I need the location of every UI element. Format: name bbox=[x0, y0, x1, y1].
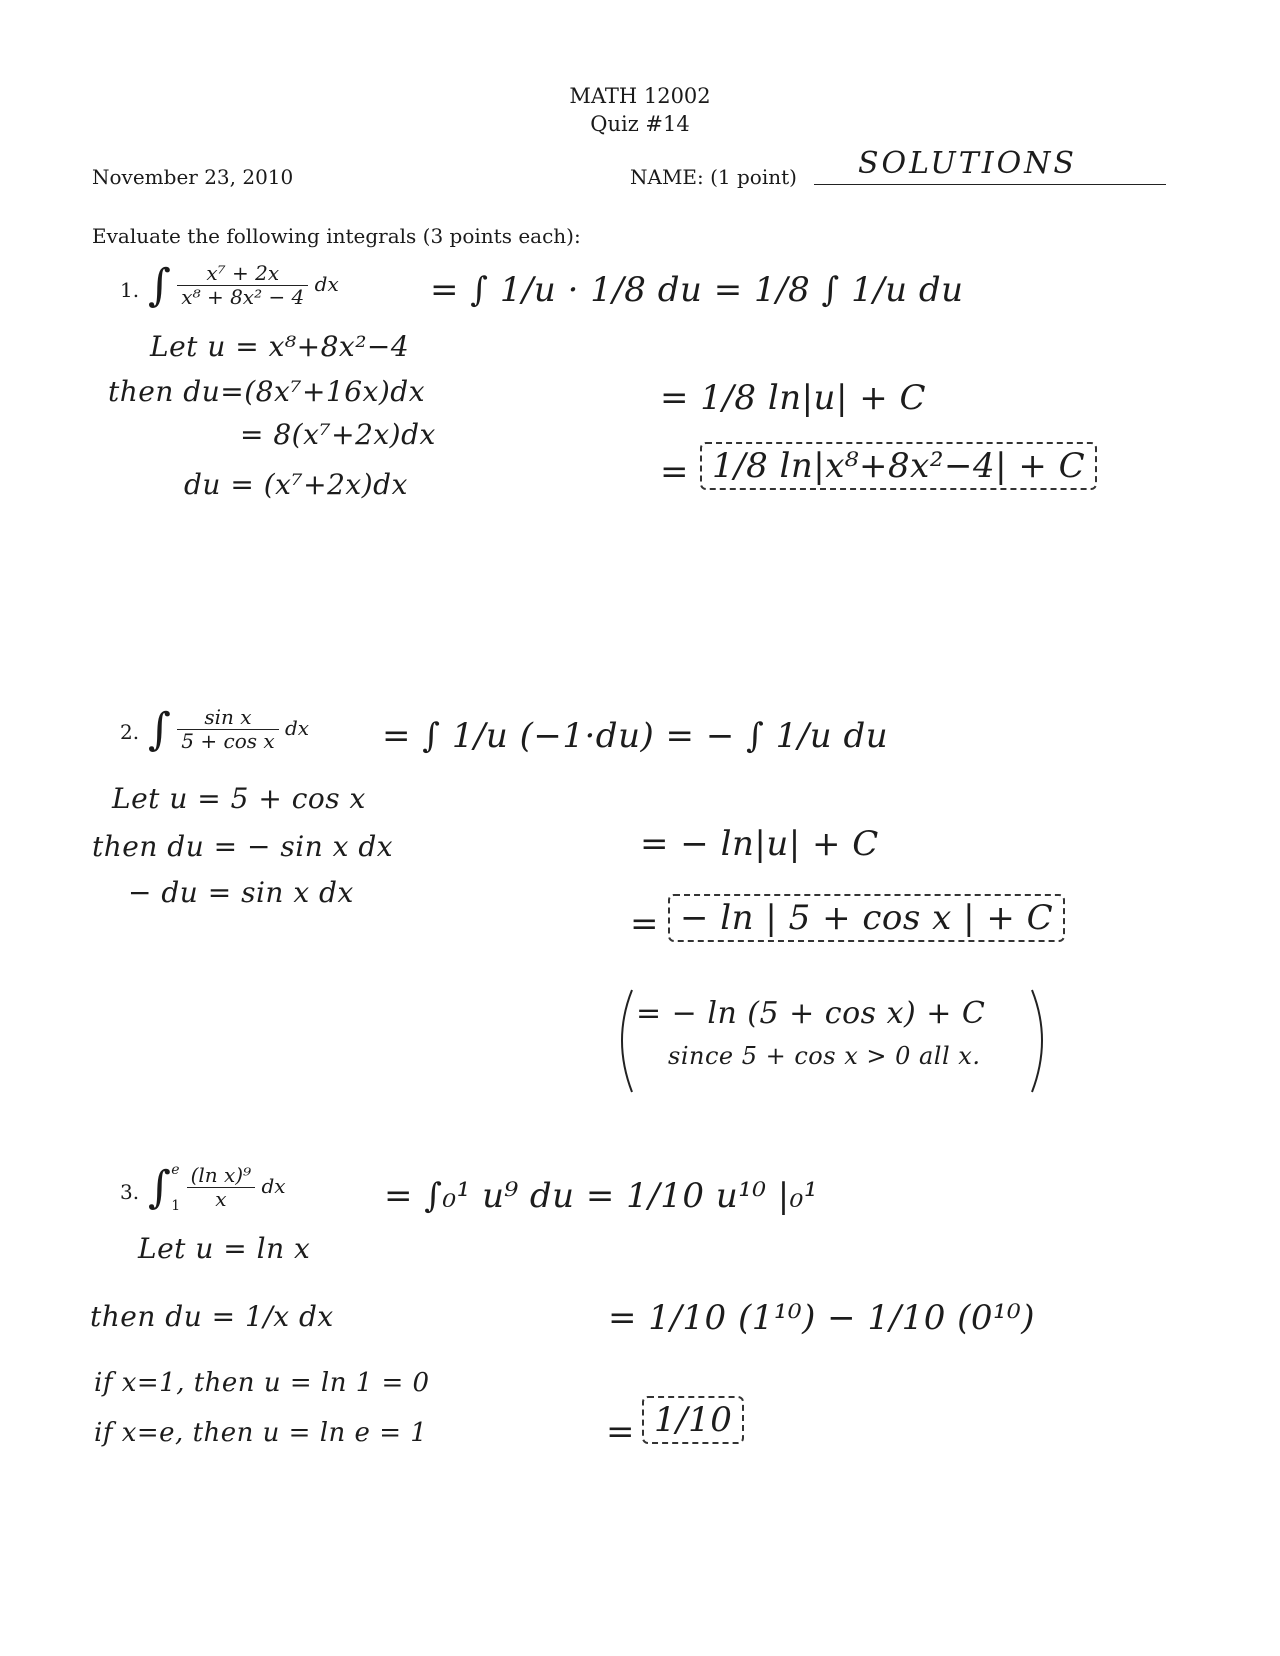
problem-2-numerator: sin x bbox=[177, 706, 278, 730]
quiz-title: Quiz #14 bbox=[590, 112, 690, 136]
problem-1-dx: dx bbox=[314, 272, 339, 296]
problem-3-upper-limit: e bbox=[171, 1161, 180, 1178]
p1-work-left-4: du = (x⁷+2x)dx bbox=[184, 468, 408, 501]
p1-answer: 1/8 ln|x⁸+8x²−4| + C bbox=[700, 442, 1097, 490]
integral-sign-icon: ∫ bbox=[148, 704, 171, 755]
problem-3-denominator: x bbox=[215, 1187, 227, 1211]
p3-answer: 1/10 bbox=[642, 1396, 744, 1444]
instructions: Evaluate the following integrals (3 points each): bbox=[92, 224, 581, 248]
course-title: MATH 12002 bbox=[569, 84, 711, 108]
p1-work-left-3: = 8(x⁷+2x)dx bbox=[240, 418, 436, 451]
p2-note-line-1: = − ln (5 + cos x) + C bbox=[636, 996, 986, 1031]
p1-answer-equals: = bbox=[660, 452, 689, 492]
p3-work-left-4: if x=e, then u = ln e = 1 bbox=[94, 1418, 428, 1448]
p2-note-line-2: since 5 + cos x > 0 all x. bbox=[668, 1042, 981, 1070]
name-value: SOLUTIONS bbox=[858, 146, 1077, 181]
p2-work-right-1: = ∫ 1/u (−1·du) = − ∫ 1/u du bbox=[382, 716, 889, 756]
problem-1-denominator: x⁸ + 8x² − 4 bbox=[181, 285, 305, 309]
problem-1-number: 1. bbox=[120, 278, 140, 302]
problem-1-numerator: x⁷ + 2x bbox=[177, 262, 308, 286]
integral-sign-icon: ∫ bbox=[148, 260, 171, 311]
problem-2-denominator: 5 + cos x bbox=[181, 729, 275, 753]
p3-answer-equals: = bbox=[606, 1412, 635, 1452]
problem-3-numerator: (ln x)⁹ bbox=[187, 1164, 256, 1188]
p2-work-left-2: then du = − sin x dx bbox=[92, 830, 394, 863]
p2-work-left-1: Let u = 5 + cos x bbox=[112, 782, 366, 815]
p1-work-left-1: Let u = x⁸+8x²−4 bbox=[150, 330, 410, 363]
p3-work-right-1: = ∫₀¹ u⁹ du = 1/10 u¹⁰ |₀¹ bbox=[384, 1176, 819, 1216]
p2-work-right-2: = − ln|u| + C bbox=[640, 824, 879, 864]
problem-2-dx: dx bbox=[285, 716, 310, 740]
p2-answer-equals: = bbox=[630, 904, 659, 944]
p1-work-left-2: then du=(8x⁷+16x)dx bbox=[108, 375, 425, 408]
p3-work-left-1: Let u = ln x bbox=[138, 1232, 311, 1265]
name-label: NAME: (1 point) bbox=[630, 165, 797, 189]
problem-3-dx: dx bbox=[261, 1174, 286, 1198]
p2-work-left-3: − du = sin x dx bbox=[128, 876, 354, 909]
p2-answer: − ln | 5 + cos x | + C bbox=[668, 894, 1065, 942]
quiz-date: November 23, 2010 bbox=[92, 165, 294, 189]
problem-3-number: 3. bbox=[120, 1180, 140, 1204]
p3-work-left-3: if x=1, then u = ln 1 = 0 bbox=[94, 1368, 430, 1398]
p1-work-right-2: = 1/8 ln|u| + C bbox=[660, 378, 927, 418]
problem-3-lower-limit: 1 bbox=[171, 1197, 181, 1214]
p3-work-right-2: = 1/10 (1¹⁰) − 1/10 (0¹⁰) bbox=[608, 1298, 1036, 1338]
p1-work-right-1: = ∫ 1/u · 1/8 du = 1/8 ∫ 1/u du bbox=[430, 270, 964, 310]
problem-2-number: 2. bbox=[120, 720, 140, 744]
integral-sign-icon: ∫ bbox=[148, 1162, 171, 1213]
p3-work-left-2: then du = 1/x dx bbox=[90, 1300, 334, 1333]
